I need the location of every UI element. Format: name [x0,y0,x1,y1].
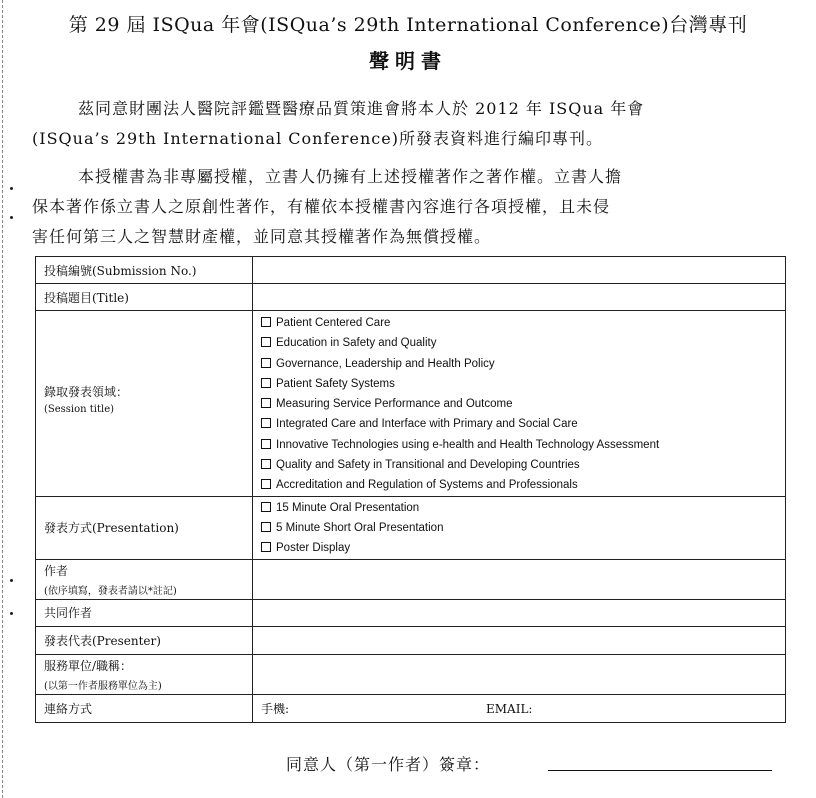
checkbox-icon[interactable] [261,439,271,449]
author-label: 作者 [44,563,69,578]
table-row [36,311,786,497]
submission-no-field[interactable] [253,257,786,284]
presenter-label: 發表代表(Presenter) [36,626,253,654]
paragraph-line: 本授權書為非專屬授權，立書人仍擁有上述授權著作之著作權。立書人擔 [78,167,623,186]
presentation-option[interactable]: Poster Display [261,538,785,558]
table-row [36,654,786,694]
title-field[interactable] [253,284,786,311]
session-option[interactable]: Education in Safety and Quality [261,333,785,353]
table-row [36,599,786,626]
submission-form-table [35,256,786,723]
table-row [36,284,786,311]
presentation-label: 發表方式(Presentation) [36,496,253,559]
consent-paragraph [32,94,787,154]
session-option[interactable]: Measuring Service Performance and Outcome [261,394,785,414]
paragraph-line: 保本著作係立書人之原創性著作，有權依本授權書內容進行各項授權，且未侵 [32,197,611,216]
session-option[interactable]: Patient Centered Care [261,313,785,333]
session-option[interactable]: Innovative Technologies using e-health and Health Technology Assessment [261,435,785,455]
checkbox-icon[interactable] [261,358,271,368]
session-option[interactable]: Integrated Care and Interface with Primary and Social Care [261,414,785,434]
left-margin-rule [2,0,3,798]
checkbox-icon[interactable] [261,317,271,327]
phone-label: 手機: [261,701,290,716]
table-row [36,559,786,599]
presentation-option[interactable]: 15 Minute Oral Presentation [261,498,785,518]
presentation-option[interactable]: 5 Minute Short Oral Presentation [261,518,785,538]
email-label: EMAIL: [486,701,533,716]
session-label-en: (Session title) [44,404,115,415]
session-option[interactable]: Patient Safety Systems [261,374,785,394]
session-label-cell [36,311,253,497]
margin-mark [10,612,13,615]
coauthor-label: 共同作者 [36,599,253,626]
coauthor-field[interactable] [253,599,786,626]
session-option[interactable]: Governance, Leadership and Health Policy [261,354,785,374]
affiliation-field[interactable] [253,654,786,694]
author-field[interactable] [253,559,786,599]
presentation-options-cell [253,496,786,559]
paragraph-line: 茲同意財團法人醫院評鑑暨醫療品質策進會將本人於 2012 年 ISQua 年會 [78,99,645,118]
margin-mark [10,187,13,190]
table-row [36,496,786,559]
checkbox-icon[interactable] [261,459,271,469]
margin-mark [10,579,13,582]
checkbox-icon[interactable] [261,502,271,512]
author-label-cell [36,559,253,599]
document-subtitle: 聲明書 [369,49,447,73]
session-option[interactable]: Quality and Safety in Transitional and Developing Countries [261,455,785,475]
presenter-field[interactable] [253,626,786,654]
checkbox-icon[interactable] [261,378,271,388]
signature-label: 同意人（第一作者）簽章： [286,755,491,774]
checkbox-icon[interactable] [261,418,271,428]
checkbox-icon[interactable] [261,542,271,552]
author-note: (依序填寫，發表者請以*註記) [44,585,177,597]
table-row [36,626,786,654]
license-paragraph [32,162,787,252]
submission-no-label: 投稿編號(Submission No.) [36,257,253,284]
session-options-cell [253,311,786,497]
session-label: 錄取發表領域： [44,385,129,399]
title-label: 投稿題目(Title) [36,284,253,311]
checkbox-icon[interactable] [261,337,271,347]
checkbox-icon[interactable] [261,479,271,489]
table-row [36,257,786,284]
paragraph-line: (ISQua’s 29th International Conference)所發表資料進行編印專刊。 [32,129,603,148]
session-option[interactable]: Accreditation and Regulation of Systems and Professionals [261,475,785,495]
checkbox-icon[interactable] [261,522,271,532]
affiliation-note: (以第一作者服務單位為主) [44,680,162,692]
document-title: 第 29 屆 ISQua 年會(ISQua’s 29th International Conference)台灣專刊 [68,14,748,36]
checkbox-icon[interactable] [261,398,271,408]
signature-line[interactable] [548,770,772,771]
contact-label: 連絡方式 [36,694,253,722]
paragraph-line: 害任何第三人之智慧財產權，並同意其授權著作為無償授權。 [32,227,492,246]
affiliation-label-cell [36,654,253,694]
table-row [36,694,786,722]
contact-field[interactable] [253,694,786,722]
affiliation-label: 服務單位/職稱： [44,658,133,673]
margin-mark [10,216,13,219]
